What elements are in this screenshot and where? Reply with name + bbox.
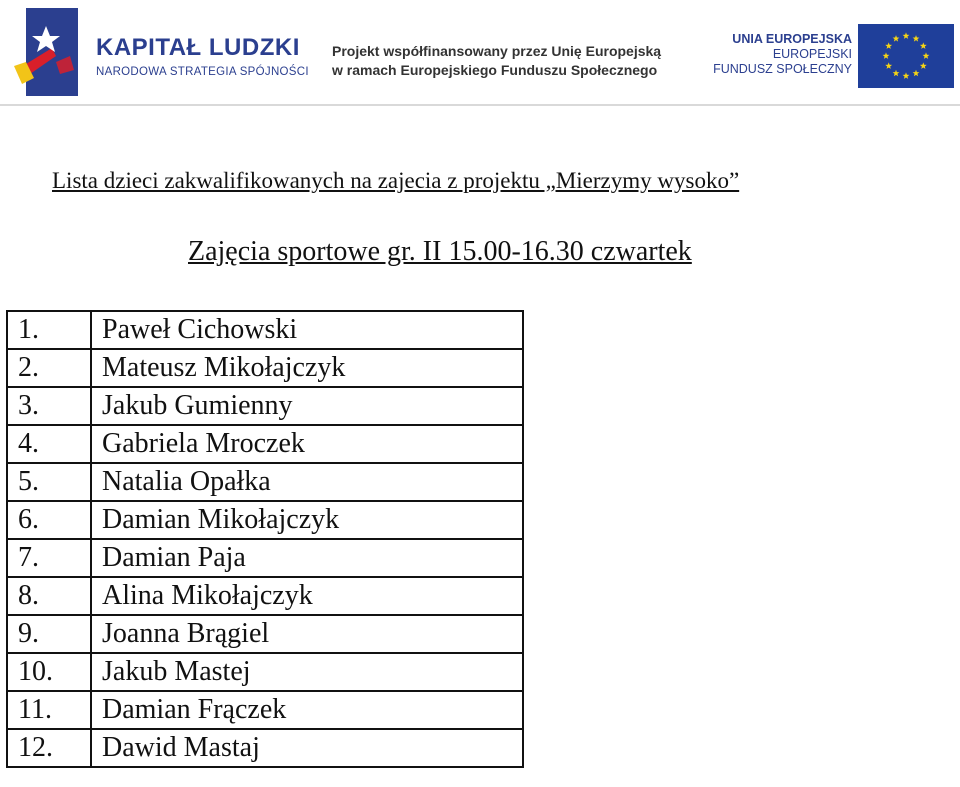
row-number: 12. — [7, 729, 91, 767]
project-cofinancing-note — [332, 42, 661, 80]
header-divider — [0, 104, 960, 106]
child-name: Damian Paja — [91, 539, 523, 577]
eu-line-2: EUROPEJSKI — [772, 47, 852, 61]
child-name: Damian Mikołajczyk — [91, 501, 523, 539]
table-row — [7, 577, 523, 615]
row-number: 1. — [7, 311, 91, 349]
row-number: 2. — [7, 349, 91, 387]
child-name: Dawid Mastaj — [91, 729, 523, 767]
child-name: Jakub Gumienny — [91, 387, 523, 425]
child-name: Paweł Cichowski — [91, 311, 523, 349]
row-number: 9. — [7, 615, 91, 653]
child-name: Jakub Mastej — [91, 653, 523, 691]
child-name: Natalia Opałka — [91, 463, 523, 501]
children-list-table — [6, 310, 524, 768]
eu-fund-label — [712, 32, 852, 77]
children-list-body — [7, 311, 523, 767]
kapital-subtitle: NARODOWA STRATEGIA SPÓJNOŚCI — [96, 66, 309, 78]
table-row — [7, 691, 523, 729]
row-number: 7. — [7, 539, 91, 577]
eu-flag-icon — [858, 24, 954, 88]
row-number: 4. — [7, 425, 91, 463]
table-row — [7, 653, 523, 691]
table-row — [7, 387, 523, 425]
table-row — [7, 311, 523, 349]
document-title: Lista dzieci zakwalifikowanych na zajecia z projektu „Mierzymy wysoko” — [52, 168, 740, 193]
child-name: Mateusz Mikołajczyk — [91, 349, 523, 387]
kapital-ludzki-wordmark — [96, 36, 309, 78]
child-name: Alina Mikołajczyk — [91, 577, 523, 615]
table-row — [7, 349, 523, 387]
row-number: 8. — [7, 577, 91, 615]
row-number: 10. — [7, 653, 91, 691]
kapital-title: KAPITAŁ LUDZKI — [96, 34, 300, 61]
table-row — [7, 539, 523, 577]
table-row — [7, 501, 523, 539]
child-name: Gabriela Mroczek — [91, 425, 523, 463]
table-row — [7, 425, 523, 463]
eu-line-1: UNIA EUROPEJSKA — [732, 32, 852, 46]
eu-line-3: FUNDUSZ SPOŁECZNY — [713, 62, 852, 76]
row-number: 6. — [7, 501, 91, 539]
kapital-ludzki-logo-icon — [12, 4, 80, 98]
table-row — [7, 729, 523, 767]
table-row — [7, 463, 523, 501]
document-subtitle: Zajęcia sportowe gr. II 15.00-16.30 czwartek — [188, 236, 692, 267]
project-line-2: w ramach Europejskiego Funduszu Społecznego — [332, 62, 658, 78]
child-name: Joanna Brągiel — [91, 615, 523, 653]
row-number: 3. — [7, 387, 91, 425]
header-logos — [0, 0, 960, 108]
table-row — [7, 615, 523, 653]
row-number: 5. — [7, 463, 91, 501]
project-line-1: Projekt współfinansowany przez Unię Europejską — [332, 43, 662, 59]
child-name: Damian Frączek — [91, 691, 523, 729]
row-number: 11. — [7, 691, 91, 729]
